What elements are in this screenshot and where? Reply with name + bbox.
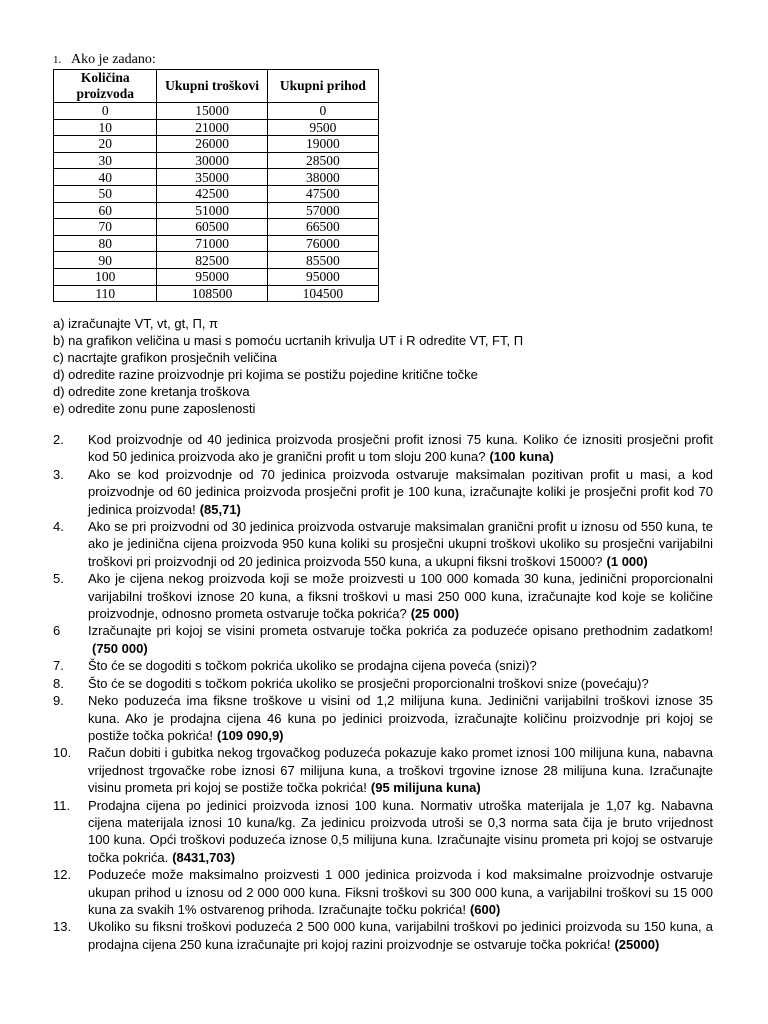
question-number: 3. bbox=[53, 466, 64, 482]
question-text: Ukoliko su fiksni troškovi poduzeća 2 500 000 kuna, varijabilni troškovi po jedinici proizvoda su 150 kuna, a prodajna cijena 250 kuna izračunajte pri kojoj razini proizvodnje se ostvaruje točka pokrića! bbox=[88, 919, 713, 952]
question-text-block bbox=[88, 744, 713, 796]
question-answer: (25000) bbox=[614, 936, 660, 952]
table-cell: 76000 bbox=[267, 235, 378, 252]
question-item bbox=[53, 744, 713, 796]
table-cell: 85500 bbox=[267, 252, 378, 269]
question-1-part: b) na grafikon veličina u masi s pomoću ucrtanih krivulja UT i R odredite VT, FT, Π bbox=[53, 333, 524, 348]
question-number: 7. bbox=[53, 658, 64, 674]
question-item bbox=[53, 657, 713, 674]
table-row bbox=[54, 202, 379, 219]
table-cell: 50 bbox=[54, 185, 157, 202]
table-cell: 19000 bbox=[267, 136, 378, 153]
question-text: Ako je cijena nekog proizvoda koji se može proizvesti u 100 000 komada 30 kuna, jedinični proporcionalni varijabilni troškovi iznose 20 kuna, a fiksni troškovi u masi 250 000 kuna, izračunajte kod koje se količine proizvodnje, odnosno prometa ostvaruje točka pokrića? bbox=[88, 571, 713, 622]
question-item bbox=[53, 866, 713, 918]
table-cell: 21000 bbox=[157, 119, 267, 136]
table-cell: 28500 bbox=[267, 152, 378, 169]
table-cell: 10 bbox=[54, 119, 157, 136]
question-1-part: d) odredite razine proizvodnje pri kojima se postižu pojedine kritične točke bbox=[53, 367, 478, 382]
table-cell: 51000 bbox=[157, 202, 267, 219]
table-cell: 80 bbox=[54, 235, 157, 252]
question-1-number: 1. bbox=[53, 54, 62, 66]
table-cell: 95000 bbox=[267, 268, 378, 285]
table-cell: 110 bbox=[54, 285, 157, 302]
question-1-part: a) izračunajte VT, vt, gt, Π, π bbox=[53, 316, 219, 331]
question-item bbox=[53, 692, 713, 744]
question-answer: (95 milijuna kuna) bbox=[370, 780, 481, 796]
question-text-block bbox=[88, 797, 713, 867]
header-ukupni-prihod: Ukupni prihod bbox=[267, 70, 378, 103]
question-item bbox=[53, 466, 713, 518]
table-cell: 40 bbox=[54, 169, 157, 186]
table-cell: 100 bbox=[54, 268, 157, 285]
table-row bbox=[54, 103, 379, 120]
header-ukupni-troskovi: Ukupni troškovi bbox=[157, 70, 267, 103]
table-body bbox=[54, 103, 379, 302]
question-text: Prodajna cijena po jedinici proizvoda iznosi 100 kuna. Normativ utroška materijala je 1,07 kg. Nabavna cijena materijala iznosi 10 kuna/kg. Za jedinicu proizvoda utroši se 0,3 norma sata čija je bruto vrijednost 100 kuna. Opći troškovi poduzeća iznose 0,5 milijuna kuna. Izračunajte visinu prometa pri kojoj se ostvaruje točka pokrića. bbox=[88, 797, 713, 865]
table-row bbox=[54, 219, 379, 236]
question-item bbox=[53, 570, 713, 622]
question-text-block bbox=[88, 866, 713, 918]
table-cell: 60500 bbox=[157, 219, 267, 236]
table-cell: 30000 bbox=[157, 152, 267, 169]
table-cell: 42500 bbox=[157, 185, 267, 202]
table-cell: 70 bbox=[54, 219, 157, 236]
table-row bbox=[54, 268, 379, 285]
question-item bbox=[53, 918, 713, 953]
question-text: Što će se dogoditi s točkom pokrića ukoliko se prodajna cijena poveća (snizi)? bbox=[88, 658, 537, 674]
question-answer: (109 090,9) bbox=[217, 727, 284, 743]
question-1-part: e) odredite zonu pune zaposlenosti bbox=[53, 401, 256, 416]
table-cell: 104500 bbox=[267, 285, 378, 302]
question-text: Neko poduzeća ima fiksne troškove u visini od 1,2 milijuna kuna. Jedinični varijabilni troškovi iznose 35 kuna. Ako je prodajna cijena 46 kuna po jedinici proizvoda, izračunajte količinu proizvodnje pri kojoj se postiže točka pokrića! bbox=[88, 693, 713, 743]
table-cell: 71000 bbox=[157, 235, 267, 252]
question-item bbox=[53, 431, 713, 466]
question-text: Ako se pri proizvodni od 30 jedinica proizvoda ostvaruje maksimalan granični profit u iznosu od 550 kuna, te ako je jedinična cijena proizvoda 950 kuna koliki su prosječni ukupni troškovi ukoliko su prosječni varijabilni troškovi pri proizvodnji od 20 jedinica proizvoda 550 kuna, a ukupni fiksni troškovi 15000? bbox=[88, 519, 713, 569]
question-answer: (85,71) bbox=[199, 501, 241, 517]
question-1-intro: Ako je zadano: bbox=[71, 52, 156, 67]
table-cell: 60 bbox=[54, 202, 157, 219]
table-row bbox=[54, 285, 379, 302]
table-cell: 0 bbox=[267, 103, 378, 120]
question-text-block bbox=[88, 692, 713, 744]
question-number: 11. bbox=[53, 797, 71, 813]
table-header-row bbox=[54, 70, 379, 103]
question-number: 9. bbox=[53, 693, 64, 709]
question-number: 4. bbox=[53, 519, 64, 535]
table-cell: 66500 bbox=[267, 219, 378, 236]
table-cell: 30 bbox=[54, 152, 157, 169]
question-1-heading bbox=[53, 52, 156, 68]
question-text-block bbox=[88, 622, 713, 657]
question-text-block bbox=[88, 657, 713, 674]
question-text: Što će se dogoditi s točkom pokrića ukoliko se prosječni proporcionalni troškovi snize (povećaju)? bbox=[88, 675, 649, 691]
question-1-parts bbox=[53, 315, 753, 417]
table-cell: 20 bbox=[54, 136, 157, 153]
question-text: Ako se kod proizvodnje od 70 jedinica proizvoda ostvaruje maksimalan pozitivan profit u masi, a kod proizvodnje od 60 jedinica proizvoda prosječni profit je 100 kuna, izračunajte koliki je prosječni profit kod 70 jedinica proizvoda! bbox=[88, 466, 713, 517]
question-number: 10. bbox=[53, 745, 72, 761]
question-text: Račun dobiti i gubitka nekog trgovačkog poduzeća pokazuje kako promet iznosi 100 milijuna kuna, nabavna vrijednost trgovačke robe iznosi 67 milijuna kuna, a troškovi trgovine iznose 28 milijuna kuna. Izračunajte visinu prometa pri kojoj se postiže točka pokrića! bbox=[88, 745, 713, 796]
table-cell: 82500 bbox=[157, 252, 267, 269]
question-text-block bbox=[88, 466, 713, 518]
question-text-block bbox=[88, 675, 713, 692]
table-cell: 90 bbox=[54, 252, 157, 269]
question-number: 12. bbox=[53, 867, 72, 883]
table-cell: 57000 bbox=[267, 202, 378, 219]
question-item bbox=[53, 622, 713, 657]
question-item bbox=[53, 518, 713, 570]
question-answer: (100 kuna) bbox=[489, 449, 554, 465]
question-text-block bbox=[88, 518, 713, 570]
table-cell: 15000 bbox=[157, 103, 267, 120]
table-row bbox=[54, 252, 379, 269]
question-text: Izračunajte pri kojoj se visini prometa ostvaruje točka pokrića za poduzeće opisano prethodnim zadatkom! bbox=[88, 623, 713, 639]
question-list bbox=[53, 431, 713, 953]
table-row bbox=[54, 136, 379, 153]
question-text-block bbox=[88, 918, 713, 953]
table-row bbox=[54, 119, 379, 136]
table-cell: 0 bbox=[54, 103, 157, 120]
question-answer: (1 000) bbox=[606, 553, 648, 569]
question-answer: (8431,703) bbox=[172, 849, 236, 865]
question-text-block bbox=[88, 431, 713, 466]
header-kolicina: Količina proizvoda bbox=[54, 70, 157, 103]
question-text-block bbox=[88, 570, 713, 622]
table-row bbox=[54, 185, 379, 202]
table-cell: 9500 bbox=[267, 119, 378, 136]
table-cell: 35000 bbox=[157, 169, 267, 186]
table-row bbox=[54, 169, 379, 186]
table-row bbox=[54, 152, 379, 169]
question-item bbox=[53, 797, 713, 867]
question-item bbox=[53, 675, 713, 692]
table-cell: 38000 bbox=[267, 169, 378, 186]
question-text: Poduzeće može maksimalno proizvesti 1 000 jedinica proizvoda i kod maksimalne proizvodnje ostvaruje ukupan prihod u iznosu od 2 000 000 kuna. Fiksni troškovi su 300 000 kuna, a varijabilni troškovi su 15 000 kuna za svakih 1% ostvarenog prihoda. Izračunajte točku pokrića! bbox=[88, 867, 713, 917]
question-1-part: d) odredite zone kretanja troškova bbox=[53, 384, 250, 399]
table-row bbox=[54, 235, 379, 252]
question-answer: (750 000) bbox=[92, 640, 148, 656]
question-text: Kod proizvodnje od 40 jedinica proizvoda prosječni profit iznosi 75 kuna. Koliko će iznositi prosječni profit kod 50 jedinica proizvoda ako je granični profit u tom sloju 200 kuna? bbox=[88, 432, 713, 465]
question-answer: (600) bbox=[469, 901, 501, 917]
question-number: 13. bbox=[53, 919, 72, 935]
question-number: 2. bbox=[53, 432, 64, 447]
table-cell: 47500 bbox=[267, 185, 378, 202]
question-number: 8. bbox=[53, 675, 64, 691]
table-cell: 26000 bbox=[157, 136, 267, 153]
data-table bbox=[53, 69, 379, 302]
table-cell: 108500 bbox=[157, 285, 267, 302]
question-number: 6 bbox=[53, 623, 61, 639]
table-cell: 95000 bbox=[157, 268, 267, 285]
question-number: 5. bbox=[53, 571, 64, 587]
question-1-part: c) nacrtajte grafikon prosječnih veličina bbox=[53, 350, 277, 365]
question-answer: (25 000) bbox=[410, 606, 460, 622]
